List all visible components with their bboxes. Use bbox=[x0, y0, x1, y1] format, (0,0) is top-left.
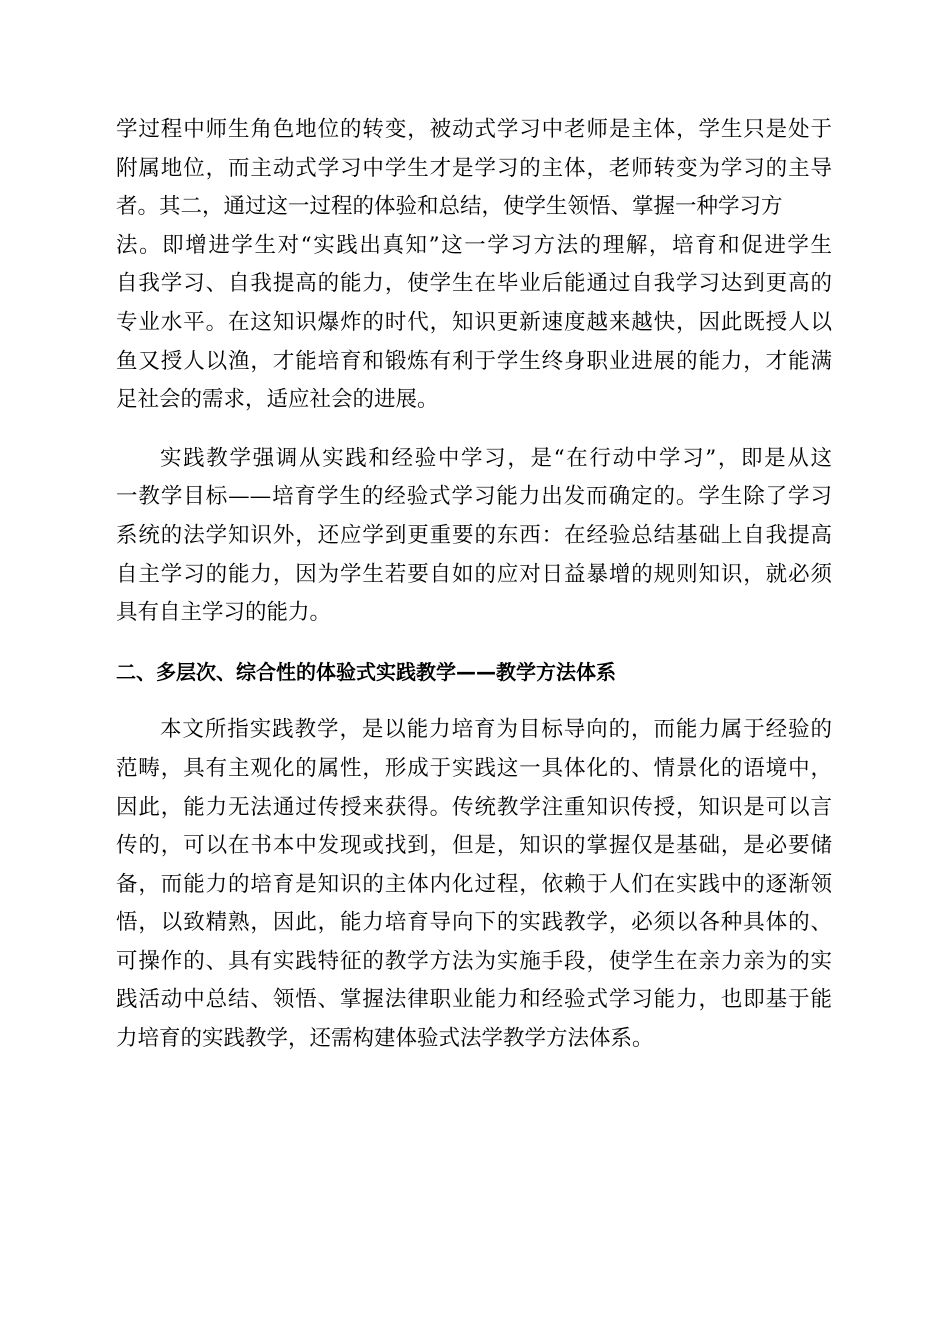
paragraph-1 bbox=[116, 111, 832, 420]
text-line: 附属地位，而主动式学习中学生才是学习的主体，老师转变为学习的主导 bbox=[116, 155, 832, 181]
text-line: 自主学习的能力，因为学生若要自如的应对日益暴增的规则知识，就必须 bbox=[116, 561, 832, 587]
text-line: 传的，可以在书本中发现或找到，但是，知识的掌握仅是基础，是必要储 bbox=[116, 833, 832, 859]
text-line: 可操作的、具有实践特征的教学方法为实施手段，使学生在亲力亲为的实 bbox=[116, 948, 832, 974]
text-line: 学过程中师生角色地位的转变，被动式学习中老师是主体，学生只是处于 bbox=[116, 117, 832, 142]
section-heading: 二、多层次、综合性的体验式实践教学——教学方法体系 bbox=[116, 659, 616, 684]
text-line: 具有自主学习的能力。 bbox=[116, 600, 332, 626]
text-line: 范畴，具有主观化的属性，形成于实践这一具体化的、情景化的语境中， bbox=[116, 755, 832, 781]
text-line: 践活动中总结、领悟、掌握法律职业能力和经验式学习能力，也即基于能 bbox=[116, 987, 832, 1013]
text-line: 系统的法学知识外，还应学到更重要的东西：在经验总结基础上自我提高 bbox=[116, 522, 832, 548]
text-line: 悟，以致精熟，因此，能力培育导向下的实践教学，必须以各种具体的、 bbox=[116, 910, 832, 936]
text-line: 备，而能力的培育是知识的主体内化过程，依赖于人们在实践中的逐渐领 bbox=[116, 871, 832, 897]
text-line: 足社会的需求，适应社会的进展。 bbox=[116, 387, 439, 413]
text-line: 者。其二，通过这一过程的体验和总结，使学生领悟、掌握一种学习方 bbox=[116, 194, 783, 220]
text-line: 自我学习、自我提高的能力，使学生在毕业后能通过自我学习达到更高的 bbox=[116, 271, 832, 297]
text-line: 本文所指实践教学，是以能力培育为目标导向的，而能力属于经验的 bbox=[160, 717, 832, 743]
text-line: 专业水平。在这知识爆炸的时代，知识更新速度越来越快，因此既授人以 bbox=[116, 309, 832, 335]
text-line: 鱼又授人以渔，才能培育和锻炼有利于学生终身职业进展的能力，才能满 bbox=[116, 348, 832, 374]
document-page bbox=[116, 111, 832, 1059]
text-line: 因此，能力无法通过传授来获得。传统教学注重知识传授，知识是可以言 bbox=[116, 794, 832, 820]
paragraph-3 bbox=[116, 711, 832, 1058]
paragraph-2 bbox=[116, 440, 832, 633]
text-line: 一教学目标——培育学生的经验式学习能力出发而确定的。学生除了学习 bbox=[116, 484, 832, 510]
text-line: 实践教学强调从实践和经验中学习，是“在行动中学习”，即是从这 bbox=[160, 445, 832, 471]
text-line: 法。即增进学生对“实践出真知”这一学习方法的理解，培育和促进学生 bbox=[116, 232, 832, 258]
text-line: 力培育的实践教学，还需构建体验式法学教学方法体系。 bbox=[116, 1026, 654, 1052]
